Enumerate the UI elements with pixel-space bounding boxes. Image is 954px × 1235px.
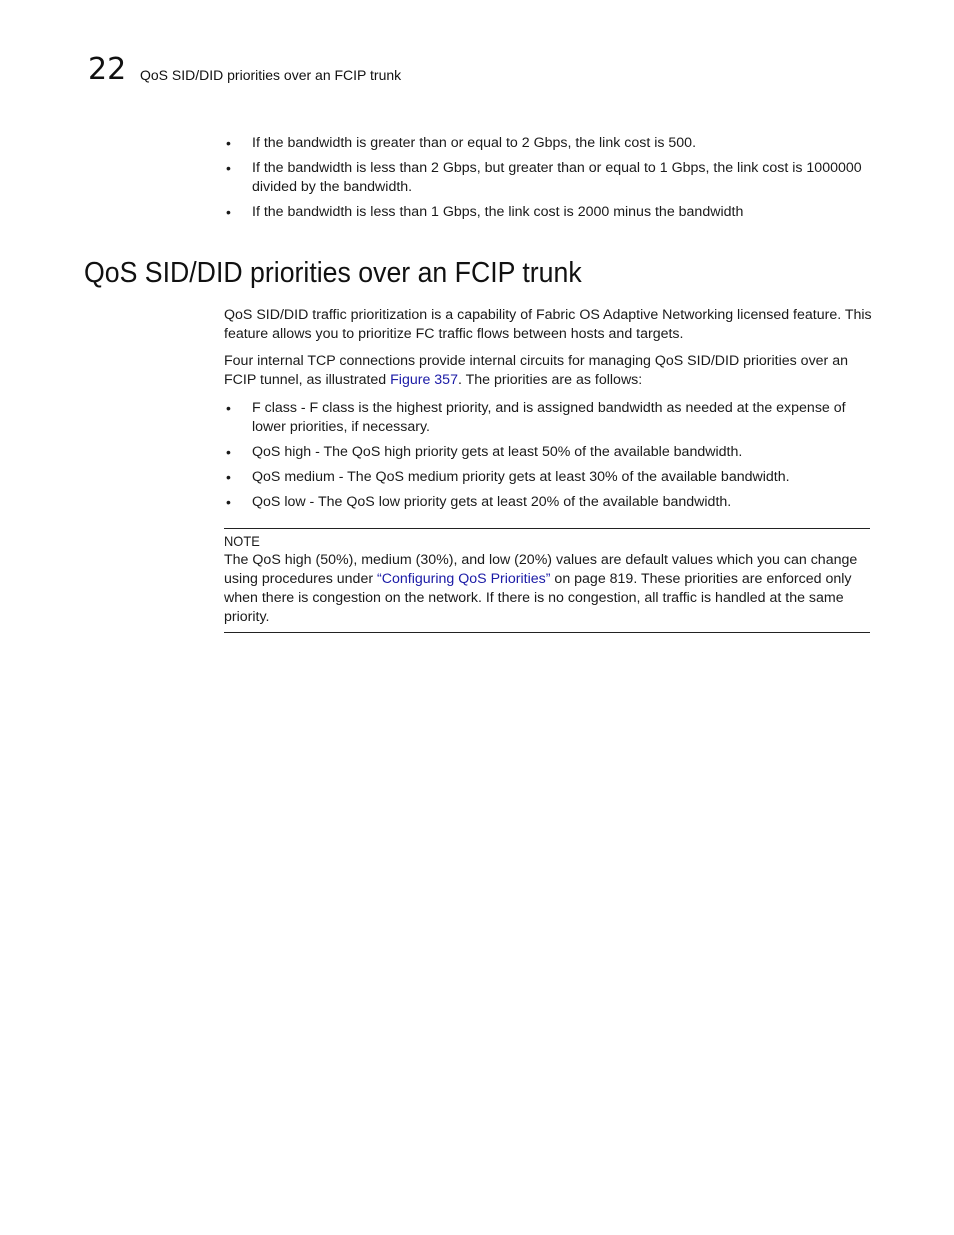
priority-bullet-list xyxy=(224,399,870,518)
section-title: QoS SID/DID priorities over an FCIP trunk xyxy=(84,257,582,289)
figure-357-link[interactable]: Figure 357 xyxy=(390,372,458,388)
note-text-part: The QoS high (50%), medium (30%), and low (20%) values are default values which you can change using procedures under xyxy=(224,552,858,587)
chapter-number: 22 xyxy=(88,52,127,87)
note-label: NOTE xyxy=(224,533,260,549)
bullet-icon: • xyxy=(226,135,231,151)
list-item-text: If the bandwidth is less than 2 Gbps, but greater than or equal to 1 Gbps, the link cost is 1000000 divided by the bandwidth. xyxy=(252,160,862,195)
bullet-icon: • xyxy=(226,400,231,416)
bullet-icon: • xyxy=(226,160,231,176)
list-item xyxy=(224,443,870,462)
list-item xyxy=(224,159,870,197)
list-item xyxy=(224,134,870,153)
paragraph-text: Four internal TCP connections provide internal circuits for managing QoS SID/DID priorities over an FCIP tunnel, as illustrated xyxy=(224,353,849,388)
list-item-text: If the bandwidth is greater than or equal to 2 Gbps, the link cost is 500. xyxy=(252,135,697,151)
configuring-qos-priorities-link[interactable]: “Configuring QoS Priorities” xyxy=(377,571,551,587)
bullet-icon: • xyxy=(226,469,231,485)
list-item-text: If the bandwidth is less than 1 Gbps, the link cost is 2000 minus the bandwidth xyxy=(252,204,744,220)
list-item-text: QoS low - The QoS low priority gets at least 20% of the available bandwidth. xyxy=(252,494,732,510)
note-box xyxy=(224,528,870,633)
paragraph-text: . The priorities are as follows: xyxy=(457,372,643,388)
note-text xyxy=(224,551,870,627)
intro-paragraph: QoS SID/DID traffic prioritization is a capability of Fabric OS Adaptive Networking licensed feature. This feature allows you to prioritize FC traffic flows between hosts and targets. xyxy=(224,307,872,342)
list-item xyxy=(224,493,870,512)
circuits-paragraph xyxy=(224,352,872,390)
bullet-icon: • xyxy=(226,444,231,460)
link-cost-bullet-list xyxy=(224,134,870,228)
list-item-text: QoS high - The QoS high priority gets at least 50% of the available bandwidth. xyxy=(252,444,743,460)
list-item xyxy=(224,468,870,487)
running-header-title: QoS SID/DID priorities over an FCIP trunk xyxy=(140,67,402,83)
list-item-text: F class - F class is the highest priority, and is assigned bandwidth as needed at the expense of lower priorities, if necessary. xyxy=(252,400,846,435)
list-item-text: QoS medium - The QoS medium priority gets at least 30% of the available bandwidth. xyxy=(252,469,790,485)
list-item xyxy=(224,399,870,437)
note-text-part: on page 819. These priorities are enforced only when there is congestion on the network. If there is no congestion, all traffic is handled at the same priority. xyxy=(224,571,852,625)
list-item xyxy=(224,203,870,222)
bullet-icon: • xyxy=(226,494,231,510)
bullet-icon: • xyxy=(226,204,231,220)
